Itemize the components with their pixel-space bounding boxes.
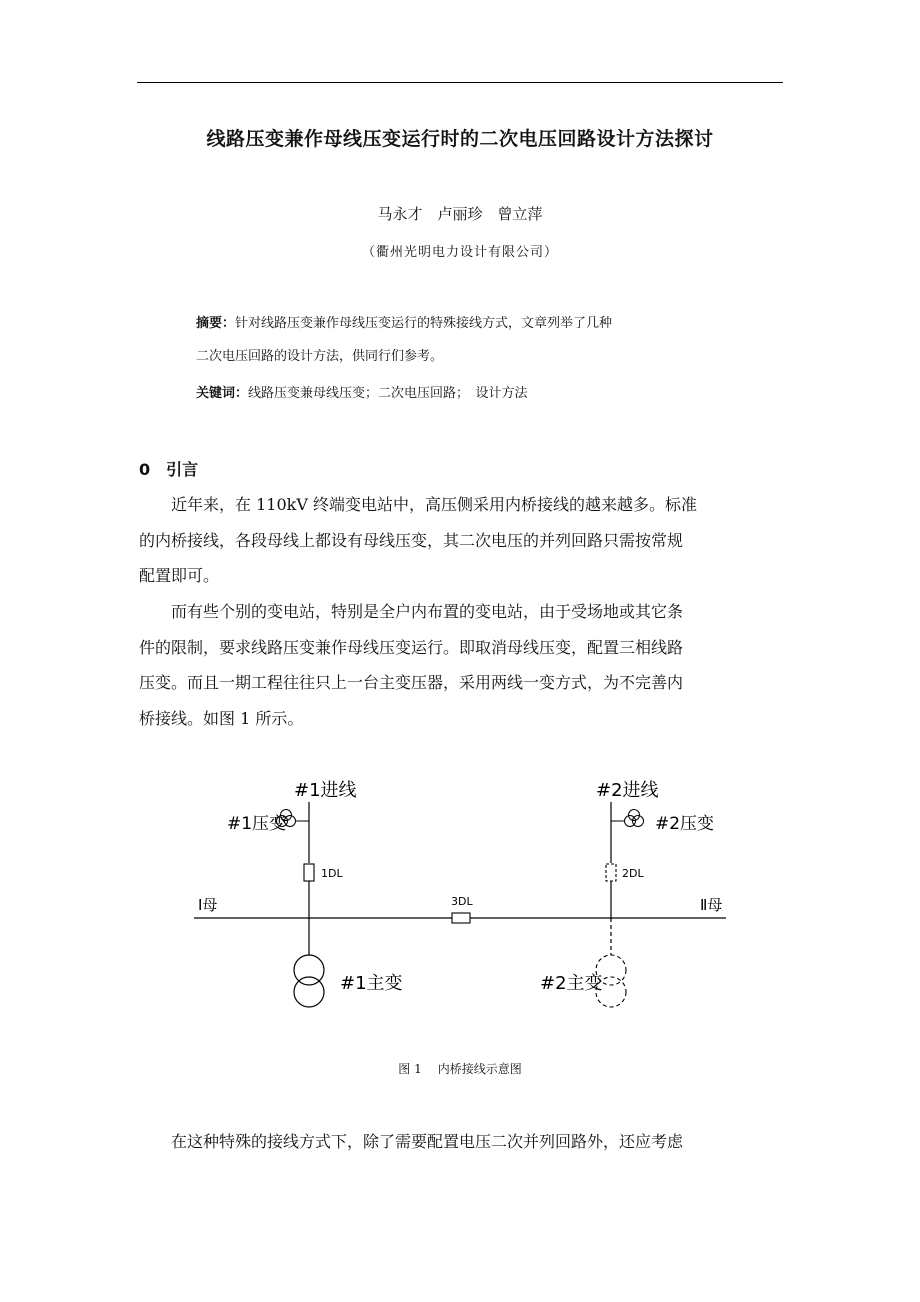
bus1-label: Ⅰ母 <box>198 896 218 914</box>
paragraph-1: 近年来，在 110kV 终端变电站中，高压侧采用内桥接线的越来越多。标准 的内桥接线，各段母线上都设有母线压变，其二次电压的并列回路只需按常规 配置即可。 <box>139 495 697 585</box>
figure-caption <box>0 1060 920 1077</box>
pt2-symbol <box>625 810 644 827</box>
abstract-line-1: 摘要：针对线路压变兼作母线压变运行的特殊接线方式，文章列举了几种 <box>196 316 613 331</box>
keywords: 关键词：线路压变兼母线压变；二次电压回路； 设计方法 <box>196 386 528 401</box>
line1-label: #1进线 <box>294 780 357 801</box>
abstract-line-2: 二次电压回路的设计方法，供同行们参考。 <box>196 349 444 364</box>
breaker-3dl-label: 3DL <box>451 895 473 908</box>
figure-number: 图 1 <box>398 1062 422 1076</box>
section-number: 0 <box>139 460 151 479</box>
tx1-label: #1主变 <box>340 973 403 994</box>
pt1-label: #1压变 <box>227 814 287 834</box>
keywords-label: 关键词： <box>196 386 249 401</box>
breaker-1dl <box>304 864 314 881</box>
paragraph-3: 在这种特殊的接线方式下，除了需要配置电压二次并列回路外，还应考虑 <box>139 1132 684 1151</box>
pt2-label: #2压变 <box>655 814 715 834</box>
tx1-symbol <box>294 955 324 1007</box>
figure-caption-text: 内桥接线示意图 <box>437 1062 522 1076</box>
breaker-2dl <box>606 864 616 881</box>
abstract-label: 摘要： <box>196 316 236 331</box>
breaker-2dl-label: 2DL <box>622 867 644 880</box>
line2-label: #2进线 <box>596 780 659 801</box>
affiliation: （衢州光明电力设计有限公司） <box>361 245 558 260</box>
paper-title: 线路压变兼作母线压变运行时的二次电压回路设计方法探讨 <box>206 128 714 150</box>
authors: 马永才 卢丽珍 曾立萍 <box>377 205 543 223</box>
tx2-label: #2主变 <box>540 973 603 994</box>
bus2-label: Ⅱ母 <box>700 896 723 914</box>
breaker-3dl <box>452 913 470 923</box>
paragraph-2: 而有些个别的变电站，特别是全户内布置的变电站，由于受场地或其它条 件的限制，要求线路压变兼作母线压变运行。即取消母线压变，配置三相线路 压变。而且一期工程往往只上一台主变压器，采用两线一变方式，为不完善内 桥接线。如图 1 所示。 <box>139 602 684 728</box>
section-title: 引言 <box>166 460 199 479</box>
breaker-1dl-label: 1DL <box>321 867 343 880</box>
